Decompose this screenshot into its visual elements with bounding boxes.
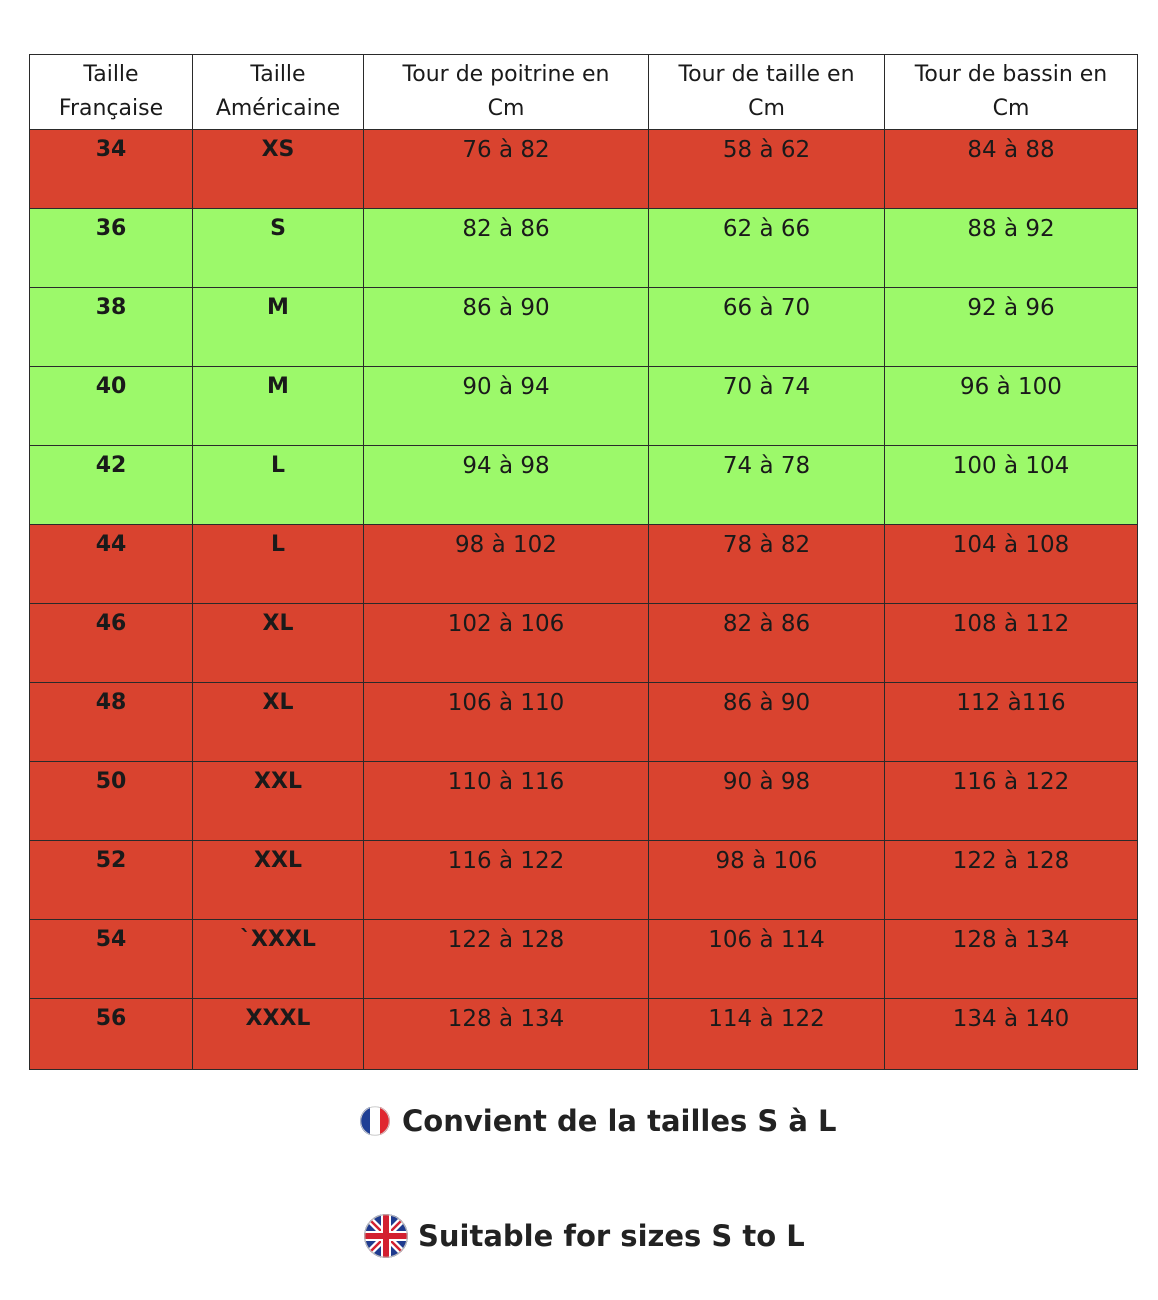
table-row — [30, 604, 1138, 683]
cell-american-size: XXL — [193, 841, 364, 920]
uk-flag-icon — [364, 1214, 408, 1258]
table-row — [30, 446, 1138, 525]
cell-french-size: 52 — [30, 841, 193, 920]
header-hip: Tour de bassin en Cm — [885, 55, 1138, 130]
cell-hip: 104 à 108 — [885, 525, 1138, 604]
cell-hip: 112 à116 — [885, 683, 1138, 762]
header-chest: Tour de poitrine en Cm — [364, 55, 649, 130]
cell-chest: 128 à 134 — [364, 999, 649, 1070]
cell-waist: 66 à 70 — [649, 288, 885, 367]
note-french-text: Convient de la tailles S à L — [402, 1104, 837, 1138]
cell-french-size: 36 — [30, 209, 193, 288]
cell-french-size: 34 — [30, 130, 193, 209]
cell-chest: 76 à 82 — [364, 130, 649, 209]
cell-chest: 122 à 128 — [364, 920, 649, 999]
cell-french-size: 46 — [30, 604, 193, 683]
header-french-size: Taille Française — [30, 55, 193, 130]
cell-american-size: M — [193, 367, 364, 446]
table-row — [30, 288, 1138, 367]
cell-waist: 58 à 62 — [649, 130, 885, 209]
cell-american-size: L — [193, 525, 364, 604]
table-header-row — [30, 55, 1138, 130]
table-row — [30, 130, 1138, 209]
note-english — [364, 1214, 805, 1258]
cell-french-size: 42 — [30, 446, 193, 525]
table-row — [30, 683, 1138, 762]
cell-american-size: M — [193, 288, 364, 367]
cell-hip: 108 à 112 — [885, 604, 1138, 683]
table-row — [30, 209, 1138, 288]
table-row — [30, 999, 1138, 1070]
cell-french-size: 44 — [30, 525, 193, 604]
cell-chest: 90 à 94 — [364, 367, 649, 446]
cell-american-size: XXXL — [193, 999, 364, 1070]
size-chart-table — [29, 54, 1138, 1070]
cell-hip: 88 à 92 — [885, 209, 1138, 288]
cell-waist: 90 à 98 — [649, 762, 885, 841]
cell-american-size: XXL — [193, 762, 364, 841]
cell-french-size: 56 — [30, 999, 193, 1070]
cell-american-size: S — [193, 209, 364, 288]
cell-hip: 116 à 122 — [885, 762, 1138, 841]
cell-waist: 62 à 66 — [649, 209, 885, 288]
cell-hip: 92 à 96 — [885, 288, 1138, 367]
cell-waist: 114 à 122 — [649, 999, 885, 1070]
cell-waist: 82 à 86 — [649, 604, 885, 683]
header-american-size: Taille Américaine — [193, 55, 364, 130]
table-row — [30, 920, 1138, 999]
cell-waist: 86 à 90 — [649, 683, 885, 762]
cell-american-size: L — [193, 446, 364, 525]
france-flag-icon — [360, 1106, 390, 1136]
cell-chest: 94 à 98 — [364, 446, 649, 525]
cell-french-size: 50 — [30, 762, 193, 841]
cell-chest: 98 à 102 — [364, 525, 649, 604]
cell-hip: 134 à 140 — [885, 999, 1138, 1070]
header-waist: Tour de taille en Cm — [649, 55, 885, 130]
cell-american-size: XL — [193, 683, 364, 762]
cell-chest: 116 à 122 — [364, 841, 649, 920]
cell-waist: 70 à 74 — [649, 367, 885, 446]
cell-american-size: `XXXL — [193, 920, 364, 999]
cell-american-size: XS — [193, 130, 364, 209]
cell-waist: 74 à 78 — [649, 446, 885, 525]
cell-hip: 96 à 100 — [885, 367, 1138, 446]
cell-waist: 78 à 82 — [649, 525, 885, 604]
table-row — [30, 525, 1138, 604]
cell-hip: 128 à 134 — [885, 920, 1138, 999]
cell-french-size: 38 — [30, 288, 193, 367]
cell-chest: 82 à 86 — [364, 209, 649, 288]
cell-french-size: 54 — [30, 920, 193, 999]
cell-chest: 110 à 116 — [364, 762, 649, 841]
note-french — [360, 1104, 837, 1138]
table-row — [30, 841, 1138, 920]
table-row — [30, 367, 1138, 446]
note-english-text: Suitable for sizes S to L — [418, 1219, 805, 1253]
cell-chest: 102 à 106 — [364, 604, 649, 683]
cell-french-size: 40 — [30, 367, 193, 446]
cell-waist: 98 à 106 — [649, 841, 885, 920]
cell-chest: 86 à 90 — [364, 288, 649, 367]
cell-waist: 106 à 114 — [649, 920, 885, 999]
cell-hip: 100 à 104 — [885, 446, 1138, 525]
cell-hip: 122 à 128 — [885, 841, 1138, 920]
table-row — [30, 762, 1138, 841]
cell-french-size: 48 — [30, 683, 193, 762]
cell-chest: 106 à 110 — [364, 683, 649, 762]
cell-hip: 84 à 88 — [885, 130, 1138, 209]
cell-american-size: XL — [193, 604, 364, 683]
